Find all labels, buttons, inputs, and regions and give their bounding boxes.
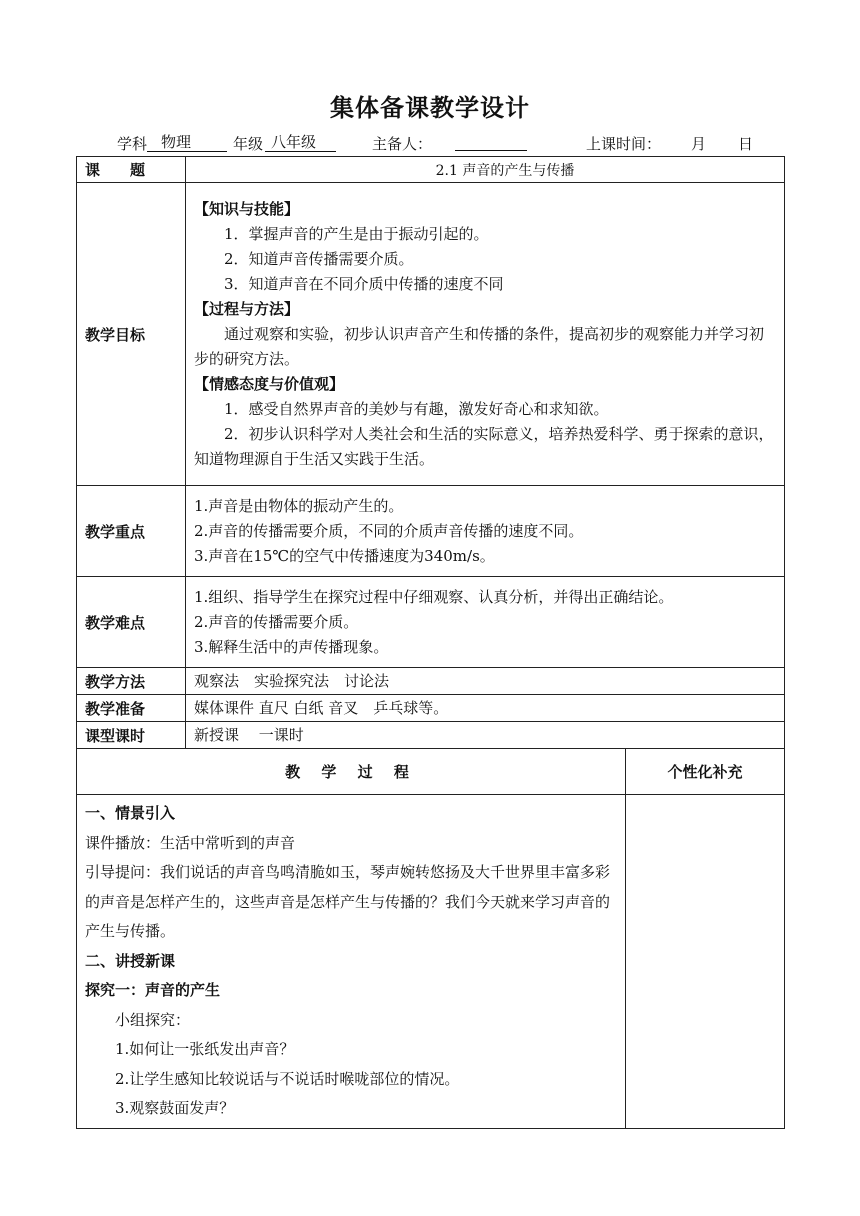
supplement-header: 个性化补充 bbox=[626, 749, 785, 795]
day-label: 日 bbox=[738, 135, 754, 153]
lesson-type-value: 新授课 一课时 bbox=[186, 722, 785, 749]
objectives-content bbox=[186, 183, 785, 486]
header-meta bbox=[117, 133, 797, 153]
topic-value: 2.1 声音的产生与传播 bbox=[186, 157, 785, 183]
objective-process-title: 【过程与方法】 bbox=[194, 299, 300, 318]
methods-label: 教学方法 bbox=[77, 668, 186, 695]
objective-item: 2．知道声音传播需要介质。 bbox=[224, 249, 414, 268]
objective-knowledge-title: 【知识与技能】 bbox=[194, 199, 300, 218]
process-header: 教 学 过 程 bbox=[77, 749, 626, 795]
supplement-cell bbox=[626, 795, 785, 1129]
inquiry-question: 1.如何让一张纸发出声音？ bbox=[115, 1040, 295, 1058]
key-point-item: 2.声音的传播需要介质，不同的介质声音传播的速度不同。 bbox=[194, 521, 584, 540]
difficulties-row bbox=[77, 577, 785, 668]
difficulty-item: 3.解释生活中的声传播现象。 bbox=[194, 637, 389, 656]
group-inquiry-label: 小组探究： bbox=[115, 1010, 191, 1029]
month-label: 月 bbox=[691, 135, 707, 153]
section-intro-line: 课件播放：生活中常听到的声音 bbox=[85, 833, 296, 852]
lesson-type-label: 课型课时 bbox=[77, 722, 186, 749]
methods-value: 观察法 实验探究法 讨论法 bbox=[186, 668, 785, 695]
difficulty-item: 2.声音的传播需要介质。 bbox=[194, 612, 359, 631]
grade-label: 年级 bbox=[233, 135, 264, 153]
subject-label: 学科 bbox=[117, 135, 148, 153]
methods-row bbox=[77, 668, 785, 695]
key-point-item: 3.声音在15℃的空气中传播速度为340m/s。 bbox=[194, 546, 495, 565]
objective-item: 1．感受自然界声音的美妙与有趣，激发好奇心和求知欲。 bbox=[224, 399, 609, 418]
difficulties-label: 教学难点 bbox=[77, 577, 186, 668]
objective-item: 2．初步认识科学对人类社会和生活的实际意义，培养热爱科学、勇于探索的意识，知道物理源自于生活又实践于生活。 bbox=[194, 424, 774, 468]
objectives-label: 教学目标 bbox=[77, 183, 186, 486]
lesson-type-row bbox=[77, 722, 785, 749]
objective-item: 3．知道声音在不同介质中传播的速度不同 bbox=[224, 274, 504, 293]
difficulties-content bbox=[186, 577, 785, 668]
preparer-label: 主备人： bbox=[372, 135, 433, 153]
key-points-content bbox=[186, 486, 785, 577]
section-new-lesson-title: 二、讲授新课 bbox=[85, 951, 176, 970]
preparer-value bbox=[455, 133, 527, 151]
class-time-label: 上课时间： bbox=[586, 135, 662, 153]
preparation-label: 教学准备 bbox=[77, 695, 186, 722]
inquiry-question: 2.让学生感知比较说话与不说话时喉咙部位的情况。 bbox=[115, 1069, 460, 1088]
key-points-label: 教学重点 bbox=[77, 486, 186, 577]
objective-item: 1．掌握声音的产生是由于振动引起的。 bbox=[224, 224, 489, 243]
key-points-row bbox=[77, 486, 785, 577]
section-intro-title: 一、情景引入 bbox=[85, 804, 176, 822]
preparation-row bbox=[77, 695, 785, 722]
preparation-value: 媒体课件 直尺 白纸 音叉 乒乓球等。 bbox=[186, 695, 785, 722]
objective-attitude-title: 【情感态度与价值观】 bbox=[194, 374, 345, 393]
key-point-item: 1.声音是由物体的振动产生的。 bbox=[194, 496, 404, 515]
inquiry-question: 3.观察鼓面发声？ bbox=[115, 1099, 235, 1117]
process-content-row bbox=[77, 795, 785, 1129]
process-header-row bbox=[77, 749, 785, 795]
topic-row bbox=[77, 157, 785, 183]
topic-label: 课 题 bbox=[77, 157, 186, 183]
explore-one-title: 探究一：声音的产生 bbox=[85, 981, 221, 999]
grade-value: 八年级 bbox=[265, 133, 336, 152]
process-content bbox=[77, 795, 626, 1129]
objective-process-text: 通过观察和实验，初步认识声音产生和传播的条件，提高初步的观察能力并学习初步的研究方法。 bbox=[194, 324, 765, 368]
page-title: 集体备课教学设计 bbox=[330, 94, 530, 122]
lesson-plan-table bbox=[76, 156, 785, 1129]
objectives-row bbox=[77, 183, 785, 486]
subject-value: 物理 bbox=[147, 133, 227, 152]
section-intro-question: 引导提问：我们说话的声音鸟鸣清脆如玉，琴声婉转悠扬及大千世界里丰富多彩的声音是怎样产生的，这些声音是怎样产生与传播的？我们今天就来学习声音的产生与传播。 bbox=[85, 863, 611, 940]
difficulty-item: 1.组织、指导学生在探究过程中仔细观察、认真分析，并得出正确结论。 bbox=[194, 587, 674, 606]
